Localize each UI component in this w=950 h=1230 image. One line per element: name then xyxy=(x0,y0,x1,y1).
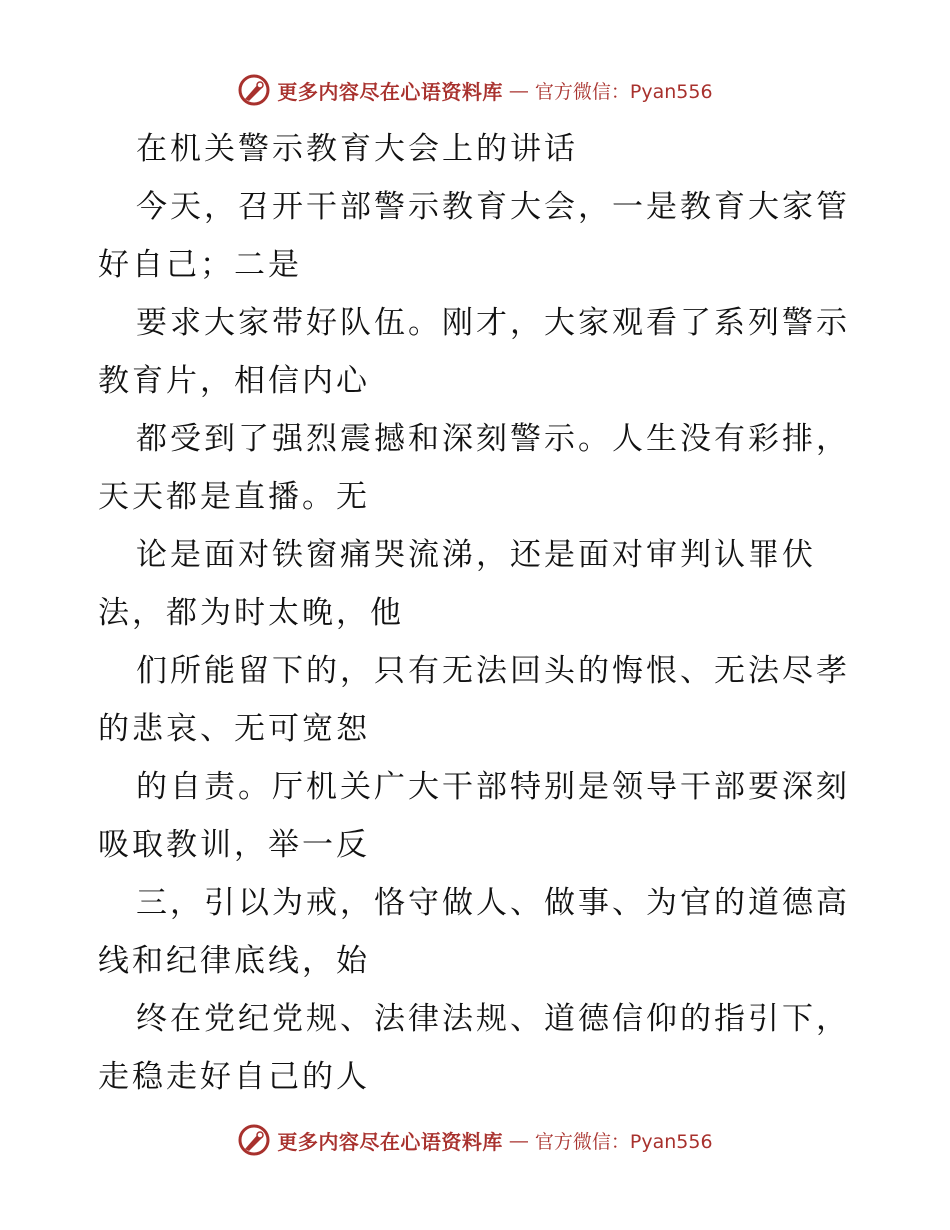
paragraph-line: 的悲哀、无可宽恕 xyxy=(98,711,370,747)
document-body xyxy=(98,120,858,1106)
banner-separator: — xyxy=(508,1128,529,1152)
document-title: 在机关警示教育大会上的讲话 xyxy=(136,131,578,167)
banner-brand-text: 更多内容尽在心语资料库 xyxy=(277,79,503,104)
banner-wechat-text: 官方微信：Pyan556 xyxy=(534,80,713,103)
paragraph-line: 线和纪律底线，始 xyxy=(98,943,370,979)
paragraph-line: 吸取教训，举一反 xyxy=(98,827,370,863)
paragraph-line: 们所能留下的，只有无法回头的悔恨、无法尽孝 xyxy=(136,653,850,689)
banner-separator: — xyxy=(508,78,529,102)
paragraph-line: 三，引以为戒，恪守做人、做事、为官的道德高 xyxy=(136,885,850,921)
paragraph-line: 要求大家带好队伍。刚才，大家观看了系列警示 xyxy=(136,305,850,341)
paragraph-line: 好自己；二是 xyxy=(98,247,302,283)
paragraph-line: 都受到了强烈震撼和深刻警示。人生没有彩排， xyxy=(136,421,850,457)
paragraph-line: 天天都是直播。无 xyxy=(98,479,370,515)
paragraph-line: 法，都为时太晚，他 xyxy=(98,595,404,631)
paragraph-line: 论是面对铁窗痛哭流涕，还是面对审判认罪伏 xyxy=(136,537,816,573)
paragraph-line: 走稳走好自己的人 xyxy=(98,1059,370,1095)
banner-wechat-text: 官方微信：Pyan556 xyxy=(534,1130,713,1153)
footer-banner xyxy=(0,1118,950,1162)
paragraph-line: 今天，召开干部警示教育大会，一是教育大家管 xyxy=(136,189,850,225)
paragraph-line: 终在党纪党规、法律法规、道德信仰的指引下， xyxy=(136,1001,850,1037)
paragraph-line: 教育片，相信内心 xyxy=(98,363,370,399)
pen-nib-logo-icon xyxy=(237,1123,271,1157)
paragraph-line: 的自责。厅机关广大干部特别是领导干部要深刻 xyxy=(136,769,850,805)
pen-nib-logo-icon xyxy=(237,73,271,107)
banner-brand-text: 更多内容尽在心语资料库 xyxy=(277,1129,503,1154)
header-banner xyxy=(0,68,950,112)
